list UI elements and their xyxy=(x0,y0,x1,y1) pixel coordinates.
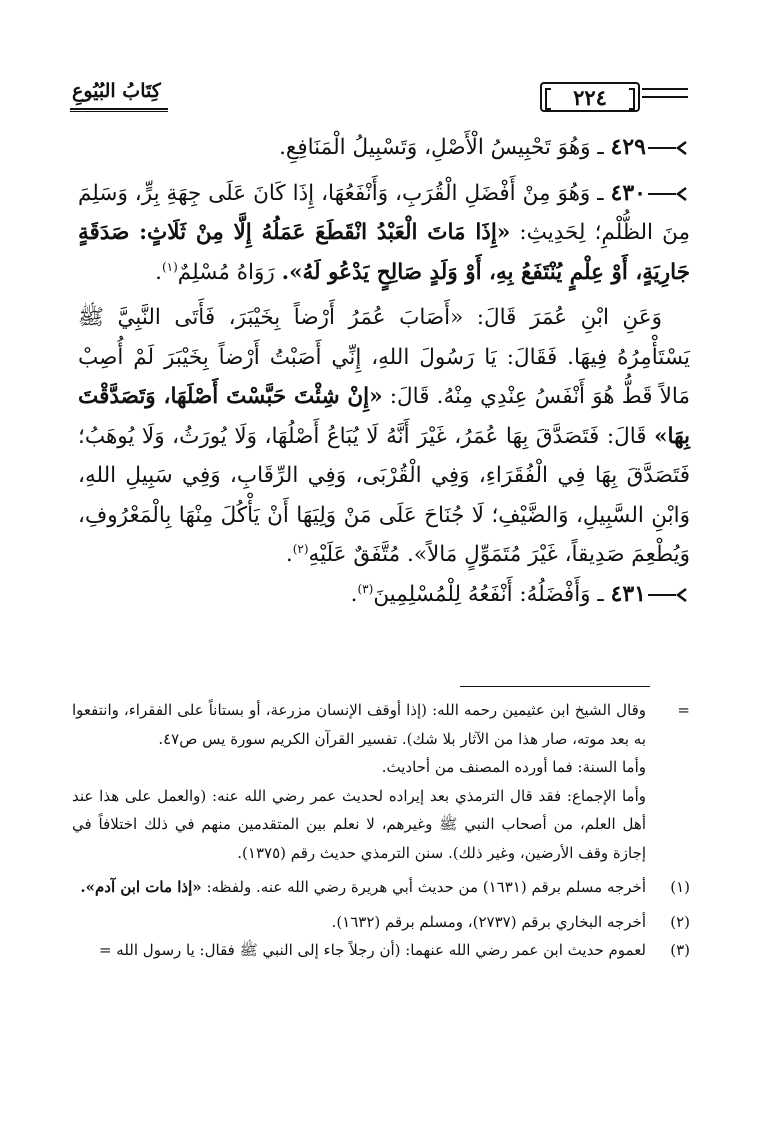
footnote-text: أخرجه البخاري برقم (٢٧٣٧)، ومسلم برقم (١٦٣٢). xyxy=(331,912,646,931)
header-ornament xyxy=(642,88,688,98)
page-number: ٢٢٤ xyxy=(540,82,640,112)
item-marker-icon xyxy=(648,588,690,602)
page-header xyxy=(70,78,690,118)
footnote-ref[interactable]: (٢) xyxy=(292,541,309,556)
footnote-text: أخرجه مسلم برقم (١٦٣١) من حديث أبي هريرة رضي الله عنه. ولفظه: xyxy=(206,878,646,896)
footnote-divider xyxy=(460,686,650,687)
footnote-marker: (١) xyxy=(670,878,690,896)
footnote-ref[interactable]: (٣) xyxy=(357,581,374,596)
book-title: كِتَابُ البُيُوعِ xyxy=(72,80,161,102)
item-number: ٤٣٠ xyxy=(610,179,646,206)
ibn-umar-hadith: وَعَنِ ابْنِ عُمَرَ قَالَ: «أَصَابَ عُمَرُ أَرْضاً بِخَيْبَرَ، فَأَتَى النَّبِيَّ ﷺ يَسْتَأْمِرُهُ فِيهَا. فَقَالَ: يَا رَسُولَ اللهِ، إِنِّي أَصَبْتُ أَرْضاً بِخَيْبَرَ لَمْ أُصِبْ مَالاً قَطُّ هُوَ أَنْفَسُ عِنْدِي مِنْهُ. قَالَ: «إِنْ شِئْتَ حَبَّسْتَ أَصْلَهَا، وَتَصَدَّقْتَ بِهَا» قَالَ: فَتَصَدَّقَ بِهَا عُمَرُ، غَيْرَ أَنَّهُ لَا يُبَاعُ أَصْلُهَا، وَلَا يُورَثُ، وَلَا يُوهَبُ؛ فَتَصَدَّقَ بِهَا فِي الْفُقَرَاءِ، وَفِي الْقُرْبَى، وَفِي الرِّقَابِ، وَفِي سَبِيلِ اللهِ، وَابْنِ السَّبِيلِ، وَالضَّيْفِ؛ لَا جُنَاحَ عَلَى مَنْ وَلِيَهَا أَنْ يَأْكُلَ مِنْهَا بِالْمَعْرُوفِ، وَيُطْعِمَ صَدِيقاً، غَيْرَ مُتَمَوِّلٍ مَالاً». مُتَّفَقٌ عَلَيْهِ$^{(٢)}$. xyxy=(78,305,690,567)
footnote-text: وأما السنة: فما أورده المصنف من أحاديث. xyxy=(381,758,646,776)
hadith-text-end: قَالَ: فَتَصَدَّقَ بِهَا عُمَرُ، غَيْرَ أَنَّهُ لَا يُبَاعُ أَصْلُهَا، وَلَا يُورَثُ، وَلَا يُوهَبُ؛ فَتَصَدَّقَ بِهَا فِي الْفُقَرَاءِ، وَفِي الْقُرْبَى، وَفِي الرِّقَابِ، وَفِي سَبِيلِ اللهِ، وَابْنِ السَّبِيلِ، وَالضَّيْفِ؛ لَا جُنَاحَ عَلَى مَنْ وَلِيَهَا أَنْ يَأْكُلَ مِنْهَا بِالْمَعْرُوفِ، وَيُطْعِمَ صَدِيقاً، غَيْرَ مُتَمَوِّلٍ مَالاً». xyxy=(78,423,690,567)
item-431: ٤٣١ ـ وَأَفْضَلُهُ: أَنْفَعُهُ لِلْمُسْلِمِينَ$^{(٣)}$. xyxy=(78,575,690,615)
main-text xyxy=(78,128,690,614)
footnote-bold-text: «إذا مات ابن آدم». xyxy=(80,878,202,896)
footnotes xyxy=(72,696,690,965)
footnote-3 xyxy=(72,936,690,965)
footnote-marker: = xyxy=(677,701,690,719)
item-429 xyxy=(78,128,690,168)
hadith-bold-text: «إِنْ شِئْتَ حَبَّسْتَ أَصْلَهَا، وَتَصَدَّقْتَ بِهَا» xyxy=(78,384,690,449)
hadith-text: «إِذَا مَاتَ الْعَبْدُ انْقَطَعَ عَمَلُهُ إِلَّا مِنْ ثَلَاثٍ: صَدَقَةٍ جَارِيَةٍ، أَوْ عِلْمٍ يُنْتَفَعُ بِهِ، أَوْ وَلَدٍ صَالِحٍ يَدْعُو لَهُ». xyxy=(78,220,690,285)
title-underline xyxy=(70,108,168,112)
footnote-marker: (٢) xyxy=(670,912,690,931)
item-number: ٤٢٩ xyxy=(610,134,646,160)
footnote-text: لعموم حديث ابن عمر رضي الله عنهما: (أن رجلاً جاء إلى النبي ﷺ فقال: يا رسول الله = xyxy=(98,941,646,959)
footnote-ref[interactable]: (١) xyxy=(161,259,178,274)
footnote-marker: (٣) xyxy=(670,941,690,959)
hadith-text: وَعَنِ ابْنِ عُمَرَ قَالَ: «أَصَابَ عُمَرُ أَرْضاً بِخَيْبَرَ، فَأَتَى النَّبِيَّ ﷺ يَسْتَأْمِرُهُ فِيهَا. فَقَالَ: يَا رَسُولَ اللهِ، إِنِّي أَصَبْتُ أَرْضاً بِخَيْبَرَ لَمْ أُصِبْ مَالاً قَطُّ هُوَ أَنْفَسُ عِنْدِي مِنْهُ. قَالَ: xyxy=(78,305,690,409)
footnote-2 xyxy=(72,908,690,937)
footnote-continuation xyxy=(72,696,690,867)
footnote-text: وأما الإجماع: فقد قال الترمذي بعد إيراده لحديث عمر رضي الله عنه: (والعمل على هذا عند أهل العلم، من أصحاب النبي ﷺ وغيرهم، لا نعلم بين المتقدمين منهم في ذلك اختلافاً في إجازة وقف الأرضين، وغير ذلك). سنن الترمذي حديث رقم (١٣٧٥). xyxy=(72,786,646,862)
item-marker-icon xyxy=(648,141,690,155)
item-number: ٤٣١ xyxy=(610,580,646,607)
footnote-1 xyxy=(72,873,690,902)
item-text: ـ وَأَفْضَلُهُ: أَنْفَعُهُ لِلْمُسْلِمِينَ xyxy=(373,581,604,607)
riwayah: رَوَاهُ مُسْلِمٌ xyxy=(177,259,275,285)
item-marker-icon xyxy=(648,187,690,201)
footnote-text: وقال الشيخ ابن عثيمين رحمه الله: (إذا أوقف الإنسان مزرعة، أو بستاناً على الفقراء، وانتفعوا به بعد موته، صار هذا من الآثار بلا شك). تفسير القرآن الكريم سورة يس ص٤٧. xyxy=(72,701,646,748)
riwayah: مُتَّفَقٌ عَلَيْهِ xyxy=(308,542,401,567)
item-text: ـ وَهُوَ تَحْبِيسُ الْأَصْلِ، وَتَسْبِيلُ الْمَنَافِعِ. xyxy=(279,135,604,160)
item-430: ٤٣٠ ـ وَهُوَ مِنْ أَفْضَلِ الْقُرَبِ، وَأَنْفَعُهَا، إِذَا كَانَ عَلَى جِهَةِ بِرٍّ، وَسَلِمَ مِنَ الظُّلْمِ؛ لِحَدِيثِ: «إِذَا مَاتَ الْعَبْدُ انْقَطَعَ عَمَلُهُ إِلَّا مِنْ ثَلَاثٍ: صَدَقَةٍ جَارِيَةٍ، أَوْ عِلْمٍ يُنْتَفَعُ بِهِ، أَوْ وَلَدٍ صَالِحٍ يَدْعُو لَهُ». رَوَاهُ مُسْلِمٌ$^{(١)}$. xyxy=(78,179,690,285)
item-text: ـ وَهُوَ مِنْ أَفْضَلِ الْقُرَبِ، وَأَنْفَعُهَا، إِذَا كَانَ عَلَى جِهَةِ بِرٍّ، وَسَلِمَ مِنَ الظُّلْمِ؛ لِحَدِيثِ: xyxy=(78,180,690,245)
